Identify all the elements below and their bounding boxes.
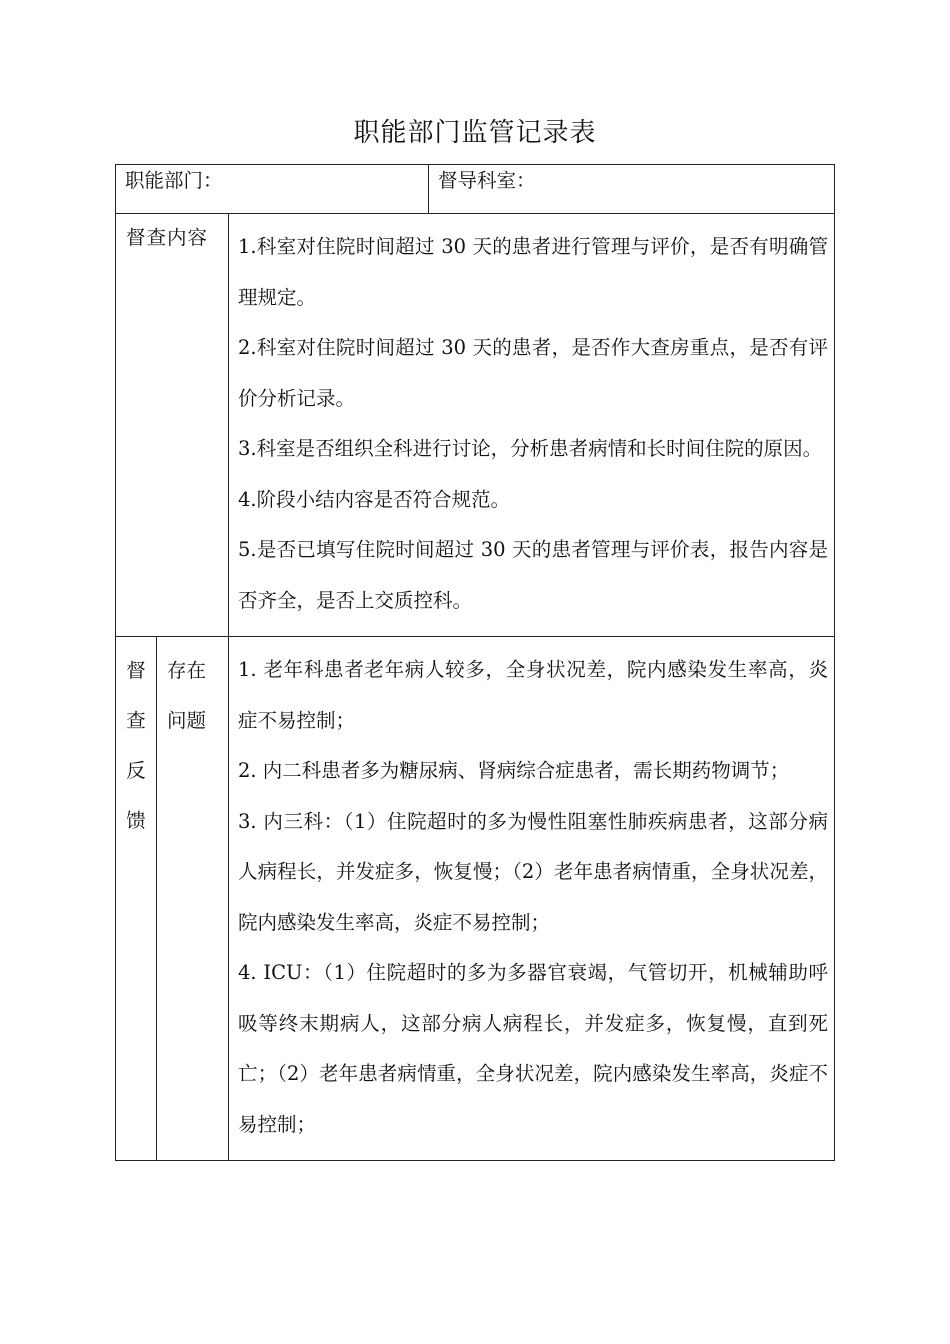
feedback-label-cell	[116, 637, 157, 1161]
feedback-item: 1. 老年科患者老年病人较多，全身状况差，院内感染发生率高，炎症不易控制；	[238, 658, 829, 732]
feedback-item: 3. 内三科：（1）住院超时的多为慢性阻塞性肺疾病患者，这部分病人病程长，并发症多，恢复慢；（2）老年患者病情重，全身状况差，院内感染发生率高，炎症不易控制；	[238, 809, 829, 934]
inspection-item: 5.是否已填写住院时间超过 30 天的患者管理与评价表，报告内容是否齐全，是否上交质控科。	[238, 538, 829, 612]
inspection-label-cell	[116, 214, 229, 637]
inspection-content	[229, 214, 835, 637]
inspection-label: 督查内容	[126, 226, 209, 249]
inspection-row	[116, 214, 835, 637]
supervised-dept-label: 督导科室：	[438, 169, 536, 192]
feedback-item: 4. ICU：（1）住院超时的多为多器官衰竭，气管切开，机械辅助呼吸等终末期病人，这部分病人病程长，并发症多，恢复慢，直到死亡；（2）老年患者病情重，全身状况差，院内感染发生率高，炎症不易控制；	[238, 961, 829, 1136]
department-cell	[116, 165, 429, 214]
feedback-content	[229, 637, 835, 1161]
problems-label-cell	[157, 637, 229, 1161]
page-title: 职能部门监管记录表	[353, 118, 597, 148]
record-table	[115, 164, 835, 1161]
inspection-item: 3.科室是否组织全科进行讨论，分析患者病情和长时间住院的原因。	[238, 437, 823, 460]
department-label: 职能部门：	[125, 169, 223, 192]
feedback-item: 2. 内二科患者多为糖尿病、肾病综合症患者，需长期药物调节；	[238, 759, 790, 782]
feedback-row	[116, 637, 835, 1161]
inspection-item: 2.科室对住院时间超过 30 天的患者，是否作大查房重点，是否有评价分析记录。	[238, 336, 829, 410]
header-row	[116, 165, 835, 214]
inspection-item: 4.阶段小结内容是否符合规范。	[238, 487, 511, 511]
inspection-item: 1.科室对住院时间超过 30 天的患者进行管理与评价，是否有明确管理规定。	[238, 235, 829, 309]
problems-label: 存在 问题	[167, 659, 207, 732]
feedback-label: 督 查 反 馈	[126, 659, 146, 832]
supervised-dept-cell	[429, 165, 835, 214]
